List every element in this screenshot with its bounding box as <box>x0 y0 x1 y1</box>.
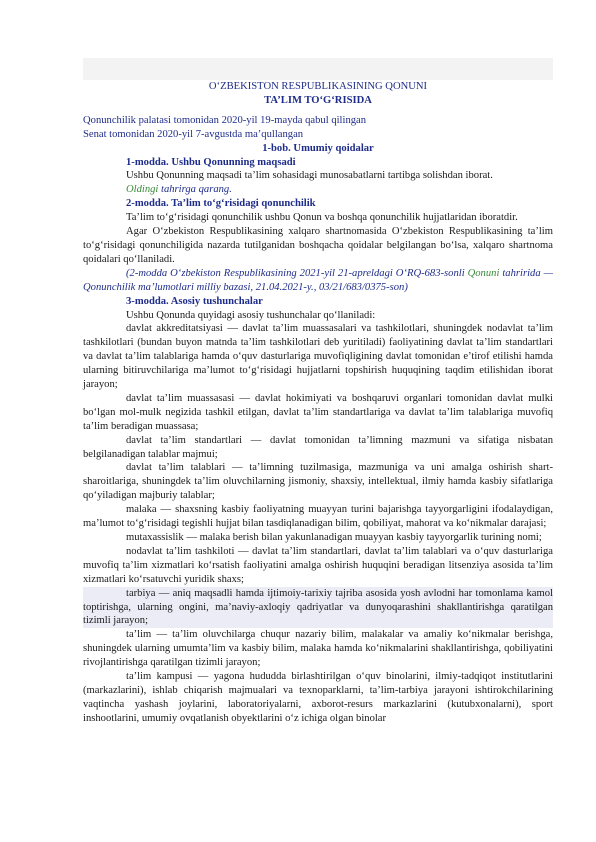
header-band <box>83 58 553 80</box>
adopted-line: Qonunchilik palatasi tomonidan 2020-yil 19-mayda qabul qilingan <box>83 114 367 126</box>
article-2-title: 2-modda. Ta’lim to‘g‘risidagi qonunchilik <box>126 198 316 210</box>
article-2-p1: Ta’lim to‘g‘risidagi qonunchilik ushbu Qonun va boshqa qonunchilik hujjatlaridan iboratdir. <box>126 212 518 224</box>
definition-item: ta’lim kampusi — yagona hududda birlashtirilgan o‘quv binolarini, ilmiy-tadqiqot institutlarini (markazlarini), ishlab chiqarish majmualari va texnoparklarni, ta’lim-tarbiya jarayoni ishtirokchilarining vaqtincha yashash joylarini, laboratoriyalarni, axborot-resurs markazlarini (kutubxonalarni), sport inshootlarini, umumiy ovqatlanish obyektlarini o‘z ichiga olgan binolar <box>83 671 553 724</box>
document-body <box>83 80 553 726</box>
definition-item: mutaxassislik — malaka berish bilan yakunlanadigan muayyan kasbiy tayyorgarlik turining nomi; <box>126 532 542 543</box>
article-2-p2: Agar O‘zbekiston Respublikasining xalqaro shartnomasida O‘zbekiston Respublikasining ta’lim to‘g‘risidagi qonunchiligida nazarda tutilganidan boshqacha qoidalar belgilangan bo‘lsa, xalqaro shartnoma qoidalari qo‘llaniladi. <box>83 226 553 265</box>
law-name: TA’LIM TO‘G‘RISIDA <box>264 94 372 106</box>
definition-item-highlighted: tarbiya — aniq maqsadli hamda ijtimoiy-tarixiy tajriba asosida yosh avlodni har tomonlama kamol toptirishga, ularning ongini, ma’naviy-axloqiy qadriyatlar va dunyoqarashini shakllantirishga qaratilgan tizimli jarayon; <box>83 587 553 627</box>
definition-item: davlat ta’lim talablari — ta’limning tuzilmasiga, mazmuniga va uni amalga oshirish shart-sharoitlariga, shuningdek ta’lim oluvchilarning jismoniy, shaxsiy, intellektual, ilmiy hamda kasbiy sifatlariga qo‘yiladigan majburiy talablar; <box>83 462 553 502</box>
article-3-intro: Ushbu Qonunda quyidagi asosiy tushunchalar qo‘llaniladi: <box>126 309 376 321</box>
chapter-1-title: 1-bob. Umumiy qoidalar <box>262 142 374 154</box>
definition-item: ta’lim — ta’lim oluvchilarga chuqur nazariy bilim, malakalar va amaliy ko‘nikmalar berishga, shuningdek ularning umumta’lim va kasbiy bilim, malaka hamda ko‘nikmalarini shakllantirishga, qobiliyatini rivojlantirishga qaratilgan tizimli jarayon; <box>83 629 553 669</box>
definition-item: nodavlat ta’lim tashkiloti — davlat ta’lim standartlari, davlat ta’lim talablari va o‘quv dasturlariga muvofiq ta’lim xizmatlari ko‘rsatish faoliyatini amalga oshirish huquqini beradigan litsenziya asosida ta’lim xizmatlari ko‘rsatuvchi yuridik shaxs; <box>83 545 553 585</box>
note-text: tahrirga qarang. <box>158 184 232 196</box>
law-title: O‘ZBEKISTON RESPUBLIKASINING QONUNI <box>208 81 428 92</box>
definition-item: davlat ta’lim standartlari — davlat tomonidan ta’limning mazmuni va sifatiga nisbatan belgilanadigan talablar majmui; <box>83 434 553 460</box>
law-link[interactable]: Qonuni <box>467 267 500 279</box>
note-text-a: (2-modda O‘zbekiston Respublikasining 2021-yil 21-apreldagi O‘RQ-683-sonli <box>126 267 468 279</box>
definition-item: malaka — shaxsning kasbiy faoliyatning muayyan turini bajarishga tayyorgarligini ifodalaydigan, ma’lumot to‘g‘risidagi tegishli hujjat bilan tasdiqlanadigan bilim, qobiliyat, mahorat va ko‘nikmalar darajasi; <box>83 504 553 530</box>
definition-item: davlat ta’lim muassasasi — davlat hokimiyati va boshqaruvi organlari tomonidan davlat mulki bo‘lgan mol-mulk negizida tashkil etilgan, davlat ta’lim standartlariga va davlat ta’lim talablariga muvofiq ta’lim beradigan muassasa; <box>83 392 553 432</box>
approved-line: Senat tomonidan 2020-yil 7-avgustda ma’qullangan <box>83 128 304 140</box>
article-1-title: 1-modda. Ushbu Qonunning maqsadi <box>126 156 296 168</box>
previous-edition-link[interactable]: Oldingi <box>126 184 159 196</box>
note-text-b: tahririda — Qonunchilik ma’lumotlari milliy bazasi, 21.04.2021-y., 03/21/683/0375-son) <box>83 267 553 293</box>
definition-item: davlat akkreditatsiyasi — davlat ta’lim muassasalari va tashkilotlari, shuningdek nodavlat ta’lim tashkilotlari (bundan buyon matnda ta’lim tashkilotlari deb yuritiladi) faoliyatining davlat ta’lim standartlari va davlat ta’lim talablariga hamda o‘quv dasturlariga muvofiqligining davlat tomonidan e’tirof etilishi hamda ularning bitiruvchilariga ma’lumot to‘g‘risidagi hujjatlarni topshirish huquqining taqdim etilishidan iborat jarayon; <box>83 323 553 391</box>
article-3-title: 3-modda. Asosiy tushunchalar <box>126 295 263 307</box>
article-1-note <box>83 183 553 197</box>
article-2-note <box>83 267 553 295</box>
article-1-text: Ushbu Qonunning maqsadi ta’lim sohasidagi munosabatlarni tartibga solishdan iborat. <box>126 170 493 182</box>
